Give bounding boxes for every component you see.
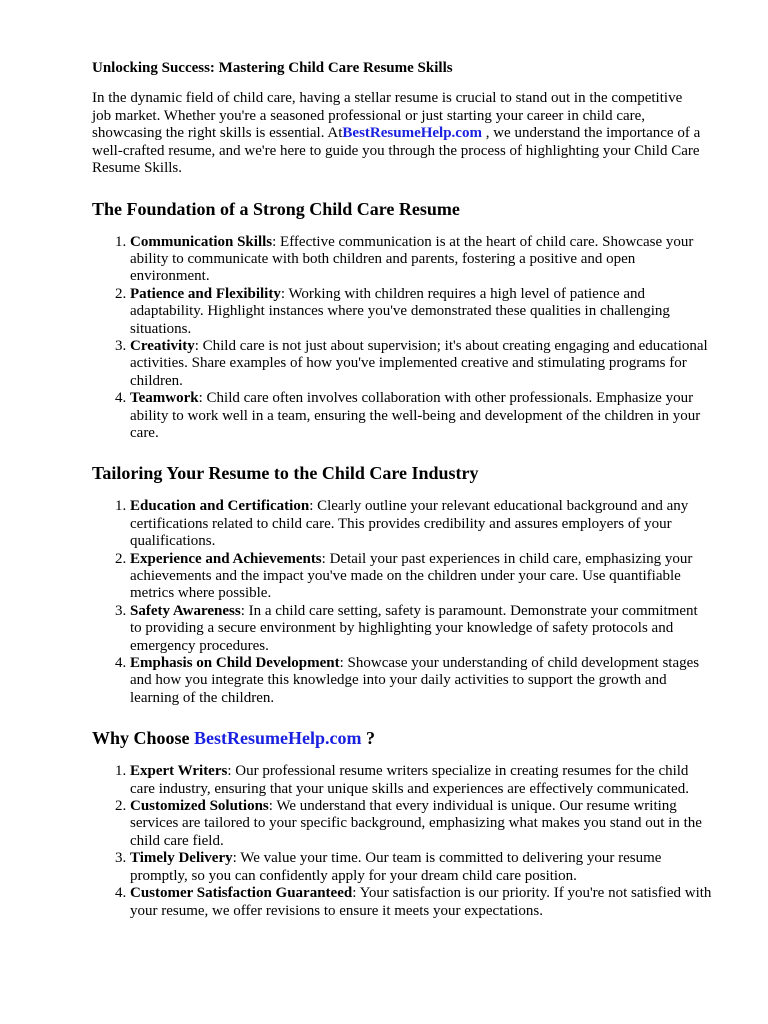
item-term: Teamwork (130, 390, 199, 407)
list-item (130, 885, 712, 920)
item-text: : Your satisfaction is our priority. If you're not satisfied with your resume, we offer revisions to ensure it meets your expectations. (130, 885, 712, 919)
item-text: : Detail your past experiences in child care, emphasizing your achievements and the impact you've made on the children under your care. Use quantifiable metrics where possible. (130, 550, 693, 602)
item-term: Communication Skills (130, 233, 273, 250)
section-heading-tailoring: Tailoring Your Resume to the Child Care Industry (92, 463, 479, 484)
list-item (130, 551, 712, 603)
item-text: : Clearly outline your relevant educational background and any certifications related to child care. This provides credibility and assures employers of your qualifications. (130, 498, 689, 550)
list-item (130, 603, 712, 655)
item-term: Customer Satisfaction Guaranteed (130, 885, 353, 902)
intro-text-end: , we understand the importance of a well-crafted resume, and we're here to guide you through the process of highlighting your Child Care Resume Skills. (92, 125, 701, 176)
list-item (130, 850, 712, 885)
heading-link[interactable]: BestResumeHelp.com (194, 728, 362, 749)
item-text: : We value your time. Our team is committed to delivering your resume promptly, so you can confidently apply for your dream child care position. (130, 850, 662, 884)
heading-prefix: Why Choose (92, 728, 195, 749)
heading-suffix: ? (361, 728, 375, 749)
section-heading-foundation: The Foundation of a Strong Child Care Resume (92, 198, 460, 219)
list-item (130, 498, 712, 550)
item-term: Education and Certification (130, 498, 310, 515)
list-tailoring (92, 498, 712, 707)
intro-link[interactable]: BestResumeHelp.com (342, 125, 482, 141)
item-term: Patience and Flexibility (130, 285, 281, 302)
item-term: Experience and Achievements (130, 550, 322, 567)
list-item (130, 798, 712, 850)
item-term: Timely Delivery (130, 850, 233, 867)
item-term: Creativity (130, 337, 195, 354)
item-text: : Child care is not just about supervision; it's about creating engaging and educational activities. Share examples of how you've implemented creative and stimulating programs for children. (130, 337, 708, 389)
intro-text-start: In the dynamic field of child care, having a stellar resume is crucial to stand out in the competitive job market. Whether you're a seasoned professional or just starting your career in child care, showcasing the right skills is essential. At (92, 90, 683, 141)
item-term: Expert Writers (130, 763, 228, 780)
list-item (130, 338, 712, 390)
list-foundation (92, 234, 712, 443)
section-heading-why-choose (92, 727, 712, 749)
list-item (130, 390, 712, 442)
item-text: : Working with children requires a high level of patience and adaptability. Highlight instances where you've demonstrated these qualities in challenging situations. (130, 285, 670, 337)
list-item (130, 763, 712, 798)
list-why-choose (92, 763, 712, 920)
item-text: : We understand that every individual is unique. Our resume writing services are tailored to your specific background, emphasizing what makes you stand out in the child care field. (130, 798, 702, 849)
list-item (130, 234, 712, 286)
intro-paragraph (92, 90, 712, 178)
item-text: : In a child care setting, safety is paramount. Demonstrate your commitment to providing a secure environment by highlighting your knowledge of safety protocols and emergency procedures. (130, 602, 698, 654)
item-term: Emphasis on Child Development (130, 655, 340, 672)
item-text: : Showcase your understanding of child development stages and how you integrate this knowledge into your daily activities to support the growth and learning of the children. (130, 655, 700, 706)
list-item (130, 655, 712, 707)
item-text: : Effective communication is at the heart of child care. Showcase your ability to communicate with both children and parents, fostering a positive and open environment. (130, 233, 694, 285)
item-term: Customized Solutions (130, 798, 269, 815)
document-title: Unlocking Success: Mastering Child Care Resume Skills (92, 60, 453, 76)
item-text: : Child care often involves collaboration with other professionals. Emphasize your ability to work well in a team, ensuring the well-being and development of the children in your care. (130, 390, 701, 441)
list-item (130, 286, 712, 338)
item-term: Safety Awareness (130, 602, 241, 619)
item-text: : Our professional resume writers specialize in creating resumes for the child care industry, ensuring that your unique skills and experiences are effectively communicated. (130, 763, 689, 797)
